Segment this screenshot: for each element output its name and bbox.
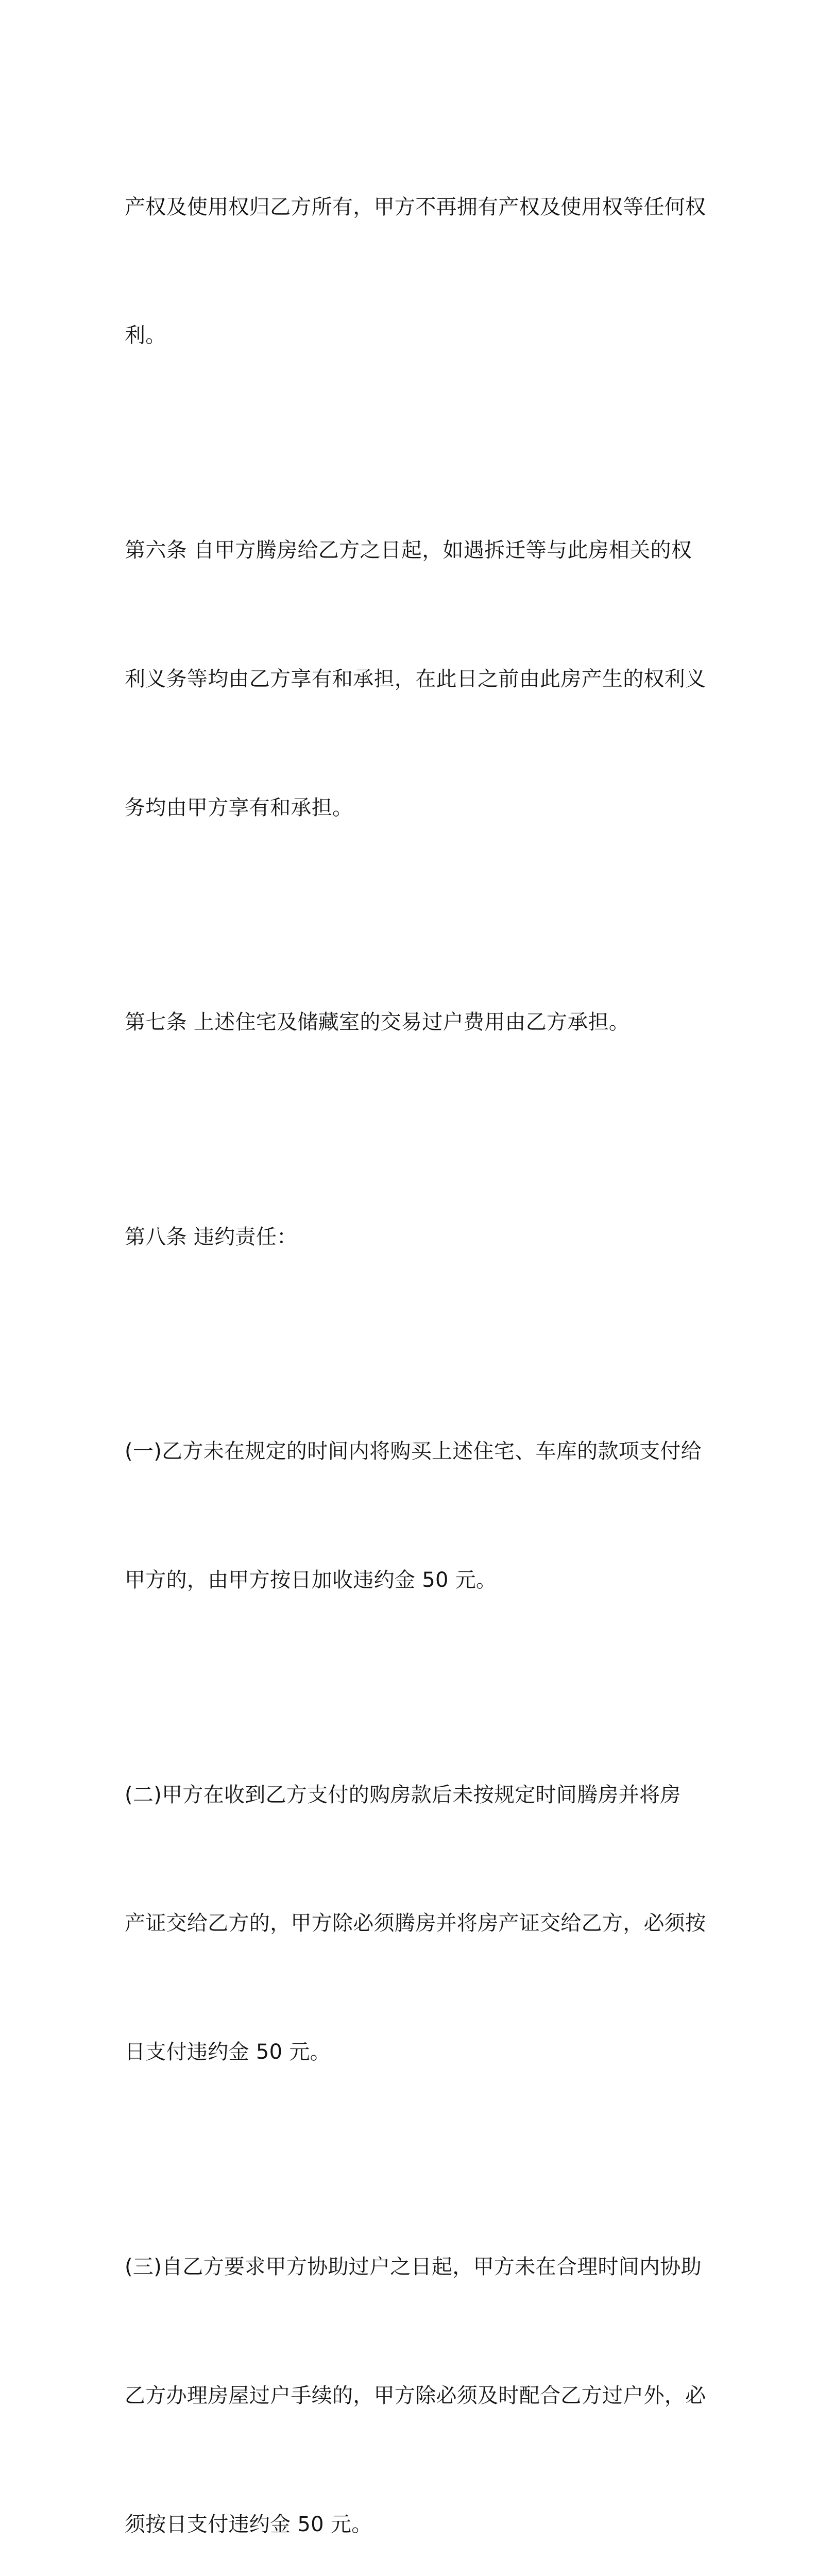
text-line: 乙方办理房屋过户手续的，甲方除必须及时配合乙方过户外，必	[125, 2383, 706, 2408]
text-line: 产权及使用权归乙方所有，甲方不再拥有产权及使用权等任何权	[125, 195, 706, 219]
text-line: 第八条 违约责任：	[125, 1225, 298, 1249]
text-line: 第六条 自甲方腾房给乙方之日起，如遇拆迁等与此房相关的权	[125, 538, 692, 562]
article-6	[125, 443, 706, 915]
article-7	[125, 916, 702, 1130]
text-line: 利义务等均由乙方享有和承担，在此日之前由此房产生的权利义	[125, 667, 706, 691]
article-8-heading	[125, 1130, 702, 1344]
clause-3	[125, 2160, 706, 2576]
text-line: 务均由甲方享有和承担。	[125, 795, 353, 820]
clause-1	[125, 1345, 702, 1688]
paragraph-property-rights	[125, 100, 706, 443]
text-line: (二)甲方在收到乙方支付的购房款后未按规定时间腾房并将房	[125, 1783, 681, 1807]
text-line: 利。	[125, 324, 166, 348]
clause-2	[125, 1688, 706, 2160]
text-line: 甲方的，由甲方按日加收违约金 50 元。	[125, 1568, 497, 1592]
text-line: (一)乙方未在规定的时间内将购买上述住宅、车库的款项支付给	[125, 1439, 702, 1464]
text-line: 产证交给乙方的，甲方除必须腾房并将房产证交给乙方，必须按	[125, 1911, 706, 1936]
text-line: 第七条 上述住宅及储藏室的交易过户费用由乙方承担。	[125, 1010, 630, 1035]
text-line: 须按日支付违约金 50 元。	[125, 2512, 372, 2536]
text-line: (三)自乙方要求甲方协助过户之日起，甲方未在合理时间内协助	[125, 2255, 702, 2279]
text-line: 日支付违约金 50 元。	[125, 2040, 331, 2064]
document-body	[125, 100, 706, 2576]
